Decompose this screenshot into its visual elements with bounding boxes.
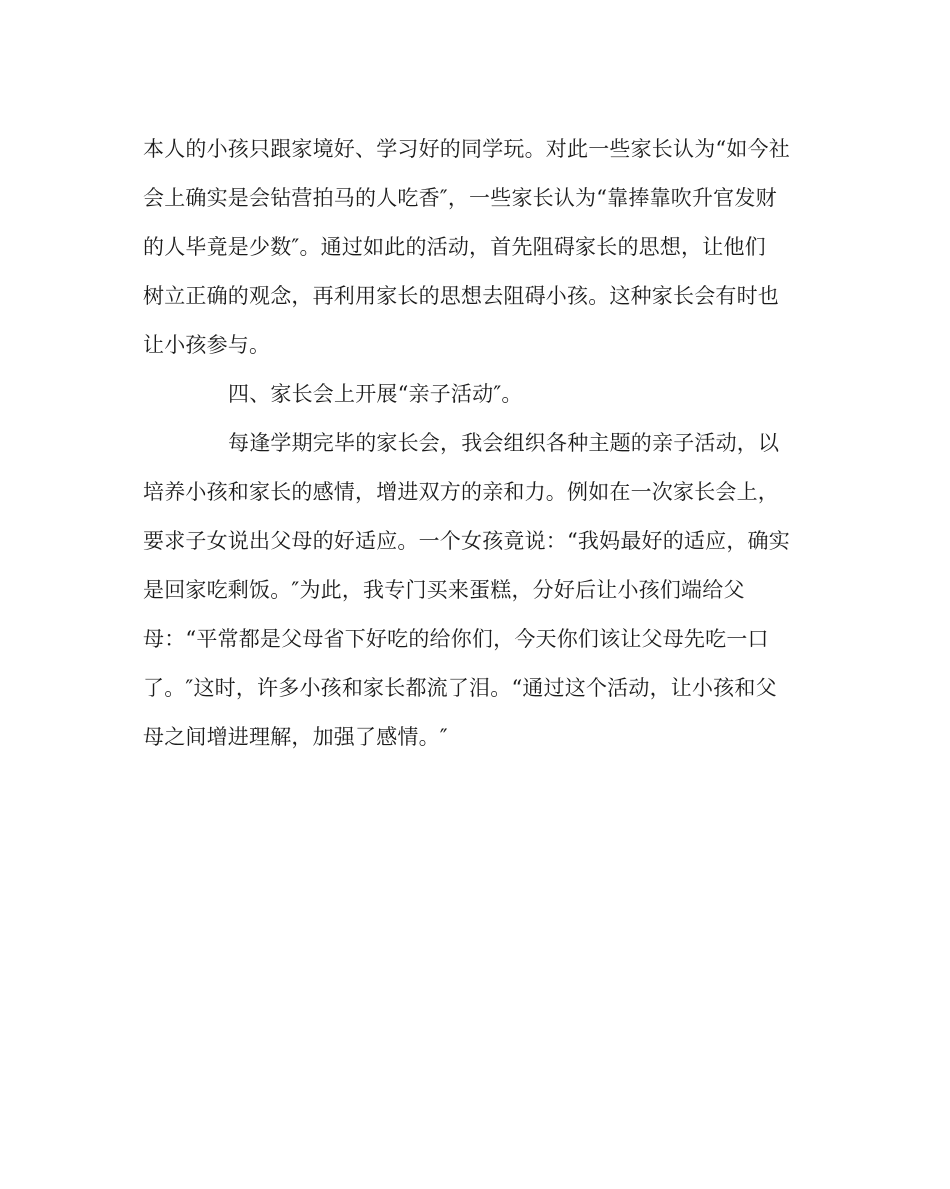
paragraph-line: 要求子女说出父母的好适应。一个女孩竟说：“我妈最好的适应，确实 (143, 529, 790, 553)
paragraph-line: 母之间增进理解，加强了感情。″ (143, 725, 448, 749)
paragraph-line: 树立正确的观念，再利用家长的思想去阻碍小孩。这种家长会有时也 (143, 284, 779, 308)
paragraph-line: 会上确实是会钻营拍马的人吃香″，一些家长认为“靠捧靠吹升官发财 (143, 186, 777, 210)
paragraph-line: 每逢学期完毕的家长会，我会组织各种主题的亲子活动，以 (228, 431, 780, 455)
paragraph-line: 让小孩参与。 (143, 333, 271, 357)
document-body (143, 125, 813, 762)
paragraph-line: 了。″这时，许多小孩和家长都流了泪。“通过这个活动，让小孩和父 (143, 676, 777, 700)
paragraph-line: 的人毕竟是少数″。通过如此的活动，首先阻碍家长的思想，让他们 (143, 235, 766, 259)
paragraph-line: 本人的小孩只跟家境好、学习好的同学玩。对此一些家长认为“如今社 (143, 137, 790, 161)
section-heading: 四、家长会上开展“亲子活动″。 (228, 382, 523, 406)
paragraph-line: 母：“平常都是父母省下好吃的给你们，今天你们该让父母先吃一口 (143, 627, 769, 651)
paragraph-line: 是回家吃剩饭。″为此，我专门买来蛋糕，分好后让小孩们端给父 (143, 578, 745, 602)
paragraph-line: 培养小孩和家长的感情，增进双方的亲和力。例如在一次家长会上， (143, 480, 779, 504)
